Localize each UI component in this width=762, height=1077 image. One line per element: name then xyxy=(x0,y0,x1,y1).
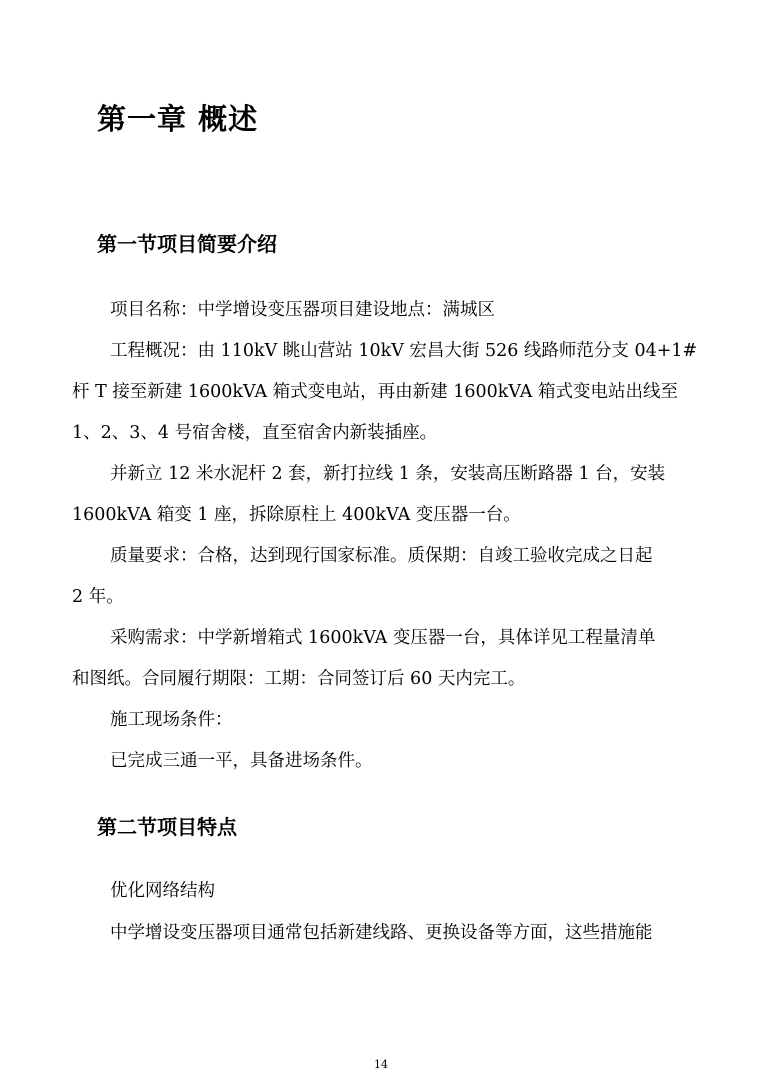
paragraph-line: 已完成三通一平，具备进场条件。 xyxy=(110,751,373,771)
paragraph-line: 优化网络结构 xyxy=(110,881,215,901)
paragraph-line: 1、2、3、4 号宿舍楼，直至宿舍内新装插座。 xyxy=(72,423,438,443)
section-title-2: 第二节项目特点 xyxy=(97,815,237,839)
paragraph-line: 项目名称：中学增设变压器项目建设地点：满城区 xyxy=(110,300,495,320)
paragraph-line: 2 年。 xyxy=(72,587,124,607)
section-title-1: 第一节项目简要介绍 xyxy=(97,232,277,256)
paragraph-line: 中学增设变压器项目通常包括新建线路、更换设备等方面，这些措施能 xyxy=(110,923,653,943)
paragraph-line: 施工现场条件： xyxy=(110,710,233,730)
paragraph-line: 1600kVA 箱变 1 座，拆除原柱上 400kVA 变压器一台。 xyxy=(72,505,521,525)
paragraph-line: 杆 T 接至新建 1600kVA 箱式变电站，再由新建 1600kVA 箱式变电站出线至 xyxy=(72,382,679,402)
paragraph-line: 采购需求：中学新增箱式 1600kVA 变压器一台，具体详见工程量清单 xyxy=(110,628,656,648)
paragraph-line: 并新立 12 米水泥杆 2 套，新打拉线 1 条，安装高压断路器 1 台，安装 xyxy=(110,464,666,484)
paragraph-line: 和图纸。合同履行期限：工期：合同签订后 60 天内完工。 xyxy=(72,669,526,689)
paragraph-line: 质量要求：合格，达到现行国家标准。质保期：自竣工验收完成之日起 xyxy=(110,546,653,566)
page-number: 14 xyxy=(374,1058,388,1071)
chapter-title: 第一章 概述 xyxy=(97,102,259,136)
paragraph-line: 工程概况：由 110kV 眺山营站 10kV 宏昌大街 526 线路师范分支 04+1# xyxy=(110,341,698,361)
